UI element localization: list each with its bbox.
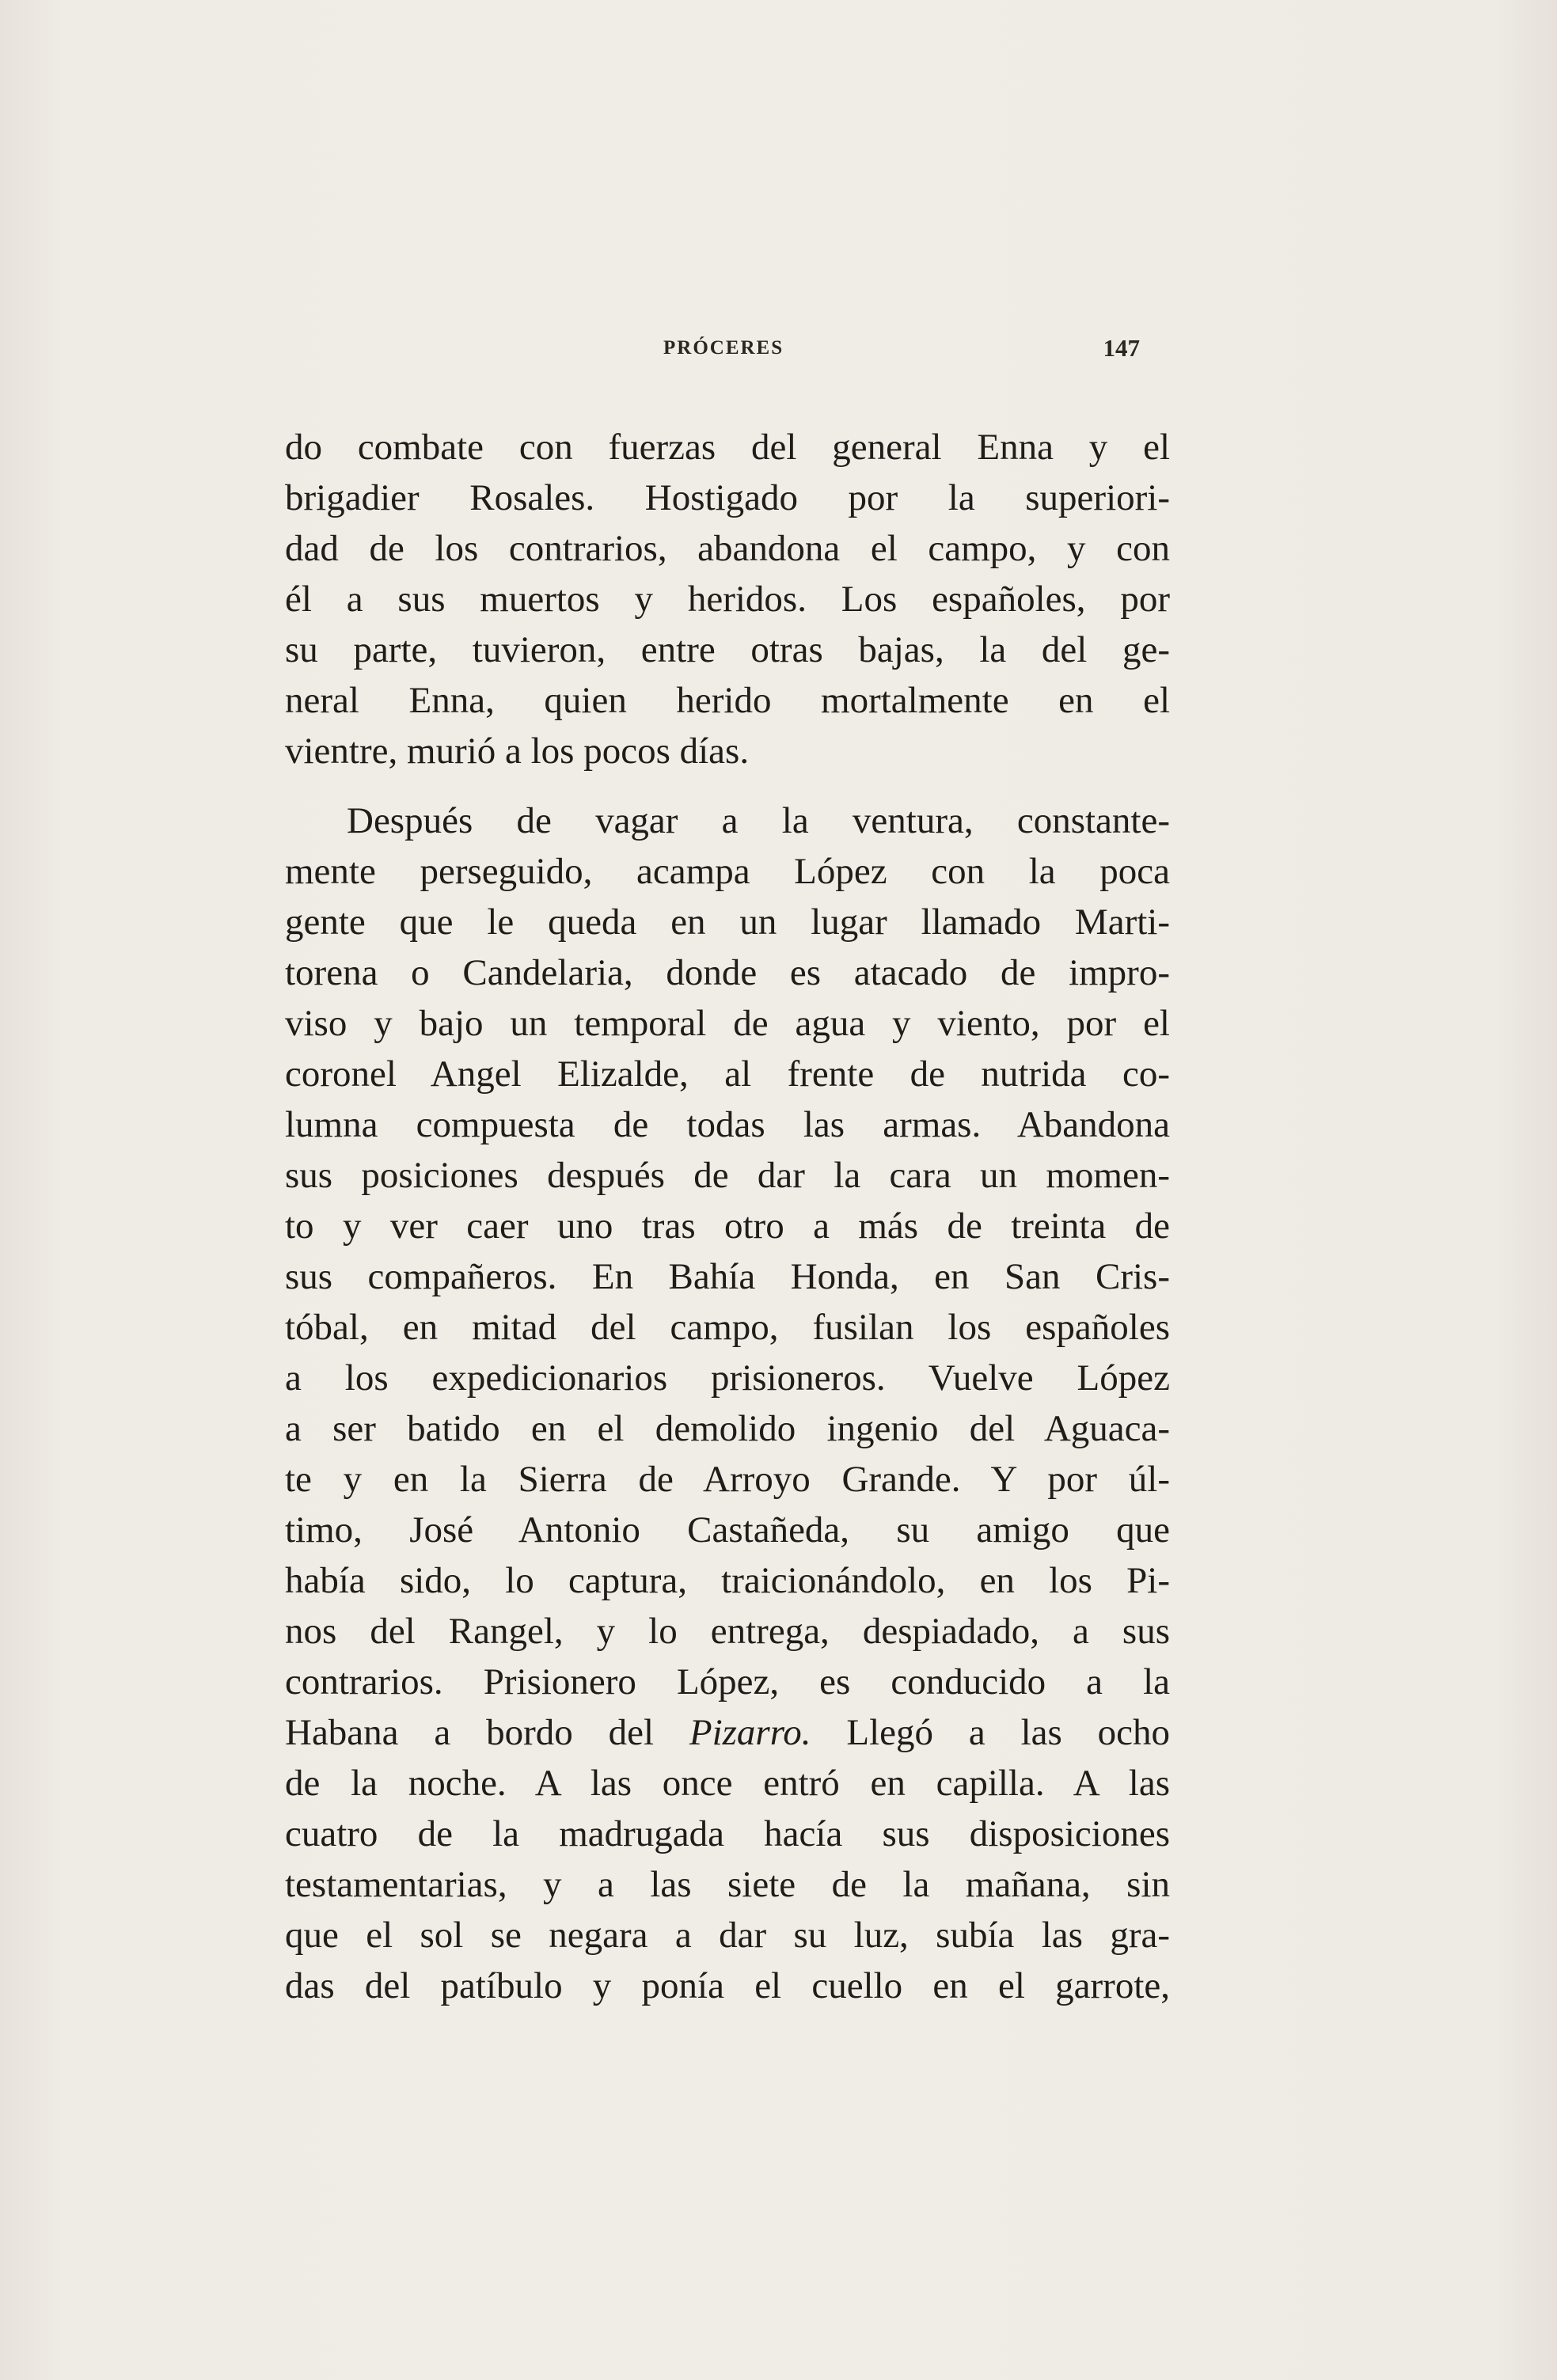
text-line: gente que le queda en un lugar llamado Marti- [285,902,1170,943]
text-line: te y en la Sierra de Arroyo Grande. Y por úl- [285,1459,1170,1500]
running-head [285,331,1140,370]
text-line: do combate con fuerzas del general Enna y el [285,427,1170,468]
text-line: coronel Angel Elizalde, al frente de nutrida co- [285,1053,1170,1095]
text-line: su parte, tuvieron, entre otras bajas, la del ge- [285,629,1170,670]
text-line: timo, José Antonio Castañeda, su amigo que [285,1509,1170,1551]
text-line: brigadier Rosales. Hostigado por la superiori- [285,477,1170,518]
text-line: viso y bajo un temporal de agua y viento, por el [285,1003,1170,1044]
text-line: contrarios. Prisionero López, es conducido a la [285,1661,1170,1702]
text-line: testamentarias, y a las siete de la mañana, sin [285,1864,1170,1905]
text-line: neral Enna, quien herido mortalmente en el [285,680,1170,721]
text-segment: Llegó a las ocho [811,1712,1170,1753]
text-line: había sido, lo captura, traicionándolo, en los Pi- [285,1560,1170,1601]
paragraph-gap [285,776,1170,795]
text-line: tóbal, en mitad del campo, fusilan los españoles [285,1307,1170,1348]
text-line: sus compañeros. En Bahía Honda, en San Cris- [285,1256,1170,1297]
text-line-with-italic [285,1707,1170,1758]
text-line: a ser batido en el demolido ingenio del Aguaca- [285,1408,1170,1449]
text-line: das del patíbulo y ponía el cuello en el garrote, [285,1965,1170,2006]
page-number: 147 [1103,334,1140,362]
text-line: mente perseguido, acampa López con la poca [285,851,1170,892]
text-line: él a sus muertos y heridos. Los españoles, por [285,579,1170,620]
body-text [285,422,1170,2011]
text-line: lumna compuesta de todas las armas. Abandona [285,1104,1170,1145]
text-line: cuatro de la madrugada hacía sus disposiciones [285,1813,1170,1854]
text-line-content: Después de vagar a la ventura, constante- [347,800,1170,841]
ship-name-italic: Pizarro. [689,1712,811,1753]
text-line: de la noche. A las once entró en capilla. A las [285,1763,1170,1804]
text-line: nos del Rangel, y lo entrega, despiadado, a sus [285,1611,1170,1652]
text-line: sus posiciones después de dar la cara un momen- [285,1155,1170,1196]
text-line: a los expedicionarios prisioneros. Vuelve López [285,1357,1170,1399]
text-line: vientre, murió a los pocos días. [285,731,750,772]
paragraph-2 [285,795,1170,2011]
paragraph-1 [285,422,1170,776]
text-line: to y ver caer uno tras otro a más de treinta de [285,1205,1170,1247]
text-line [285,795,1170,846]
text-line: que el sol se negara a dar su luz, subía las gra- [285,1915,1170,1956]
text-segment: Habana a bordo del [285,1712,689,1753]
text-line: torena o Candelaria, donde es atacado de impro- [285,952,1170,993]
text-line: dad de los contrarios, abandona el campo, y con [285,528,1170,569]
running-title: PRÓCERES [663,337,784,359]
